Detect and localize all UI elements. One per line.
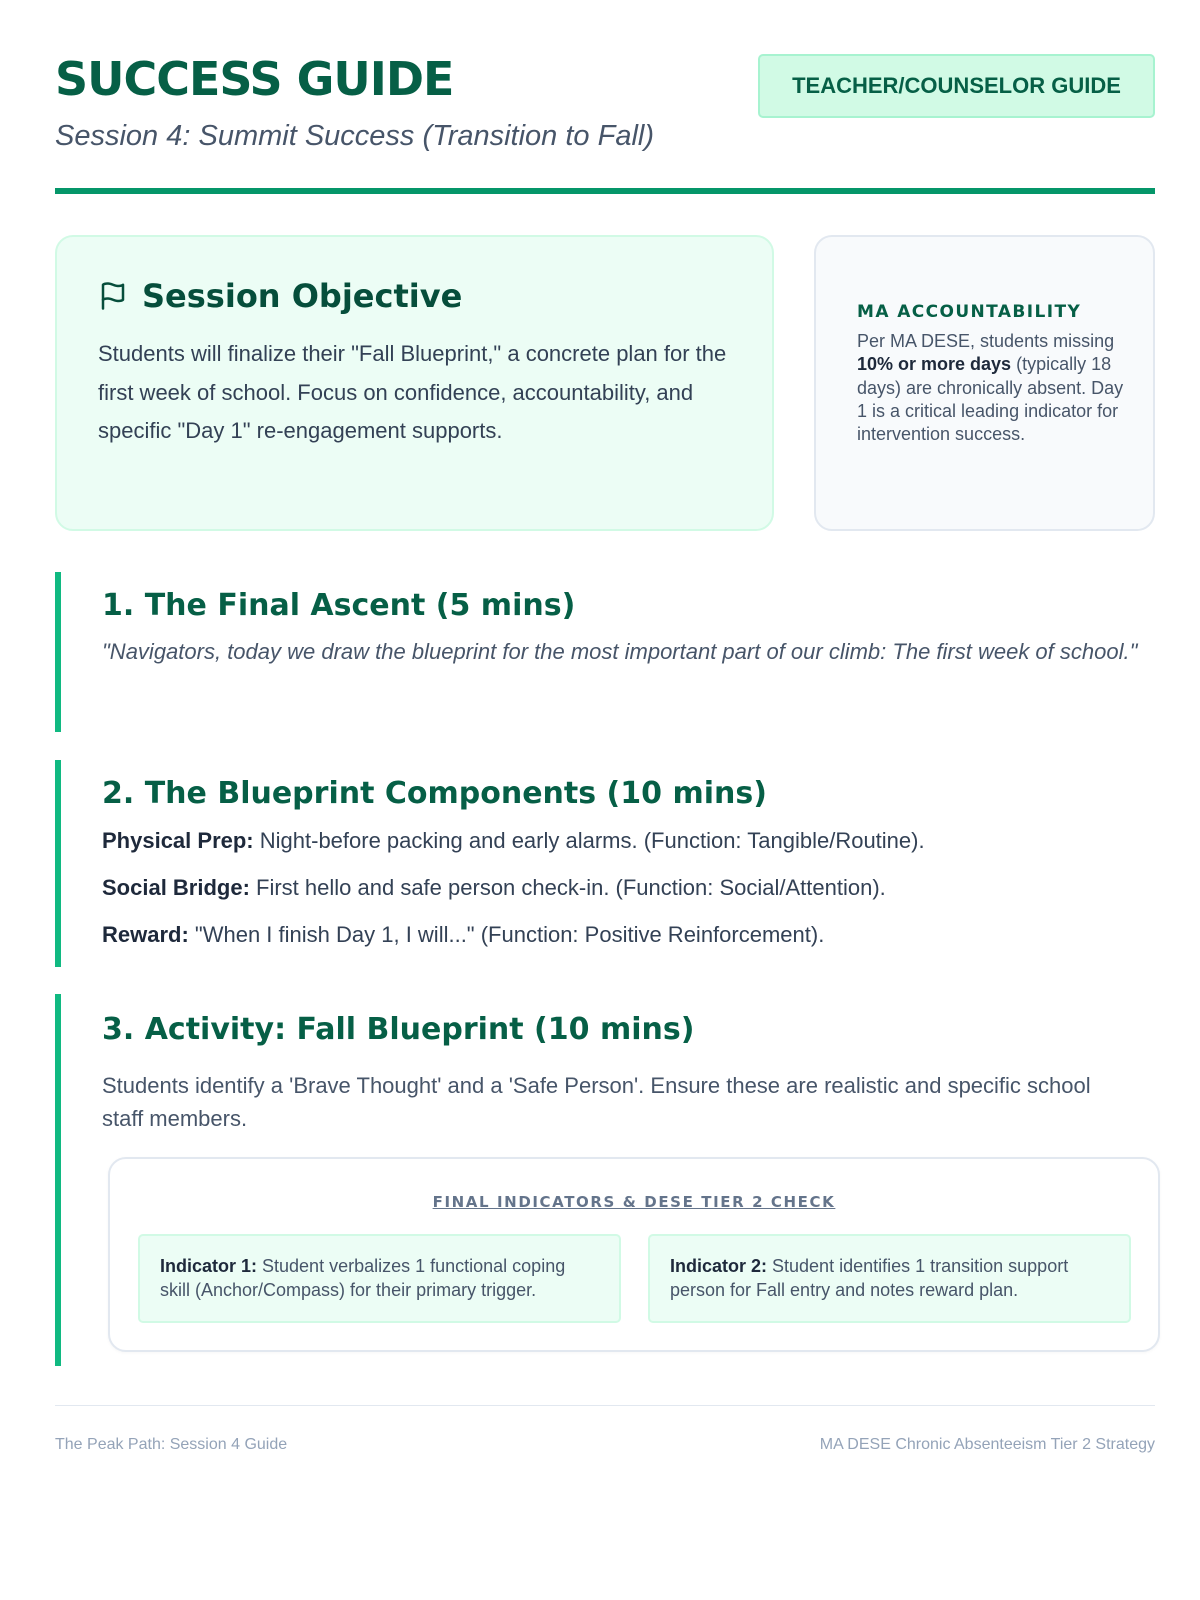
guide-page <box>55 0 1155 1600</box>
session-objective-card <box>55 235 774 531</box>
activity-text: Students identify a 'Brave Thought' and a 'Safe Person'. Ensure these are realistic and specific school staff members. <box>102 1073 1091 1131</box>
ma-accountability-card <box>814 235 1155 531</box>
section-final-ascent <box>55 572 1155 732</box>
indicators-panel <box>108 1157 1160 1352</box>
indicator-1-box <box>138 1234 621 1323</box>
footer-divider <box>55 1405 1155 1406</box>
indicator-text: Student verbalizes 1 functional coping skill (Anchor/Compass) for their primary trigger. <box>160 1256 566 1300</box>
component-label: Social Bridge: <box>102 875 250 900</box>
audience-badge: TEACHER/COUNSELOR GUIDE <box>758 54 1155 118</box>
page-subtitle: Session 4: Summit Success (Transition to Fall) <box>55 120 654 152</box>
section-title: 3. Activity: Fall Blueprint (10 mins) <box>102 1012 695 1047</box>
accountability-text-lead: Per MA DESE, students missing <box>857 331 1115 351</box>
component-reward <box>102 917 1155 952</box>
objective-title: Session Objective <box>142 277 463 315</box>
accountability-text <box>857 330 1129 446</box>
component-label: Physical Prep: <box>102 828 254 853</box>
header-divider <box>55 188 1155 194</box>
accountability-title: MA ACCOUNTABILITY <box>857 302 1082 322</box>
component-text: First hello and safe person check-in. (Function: Social/Attention). <box>249 875 886 900</box>
flag-icon <box>98 280 128 312</box>
objective-header <box>98 277 732 315</box>
footer-right-text: MA DESE Chronic Absenteeism Tier 2 Strategy <box>819 1436 1155 1453</box>
indicator-label: Indicator 1: <box>160 1256 258 1276</box>
component-text: Night-before packing and early alarms. (Function: Tangible/Routine). <box>253 828 925 853</box>
section-title: 1. The Final Ascent (5 mins) <box>102 588 576 623</box>
footer-left-text: The Peak Path: Session 4 Guide <box>55 1436 288 1453</box>
indicators-heading: FINAL INDICATORS & DESE TIER 2 CHECK <box>432 1193 836 1211</box>
page-title: SUCCESS GUIDE <box>55 52 454 106</box>
accountability-text-emphasis: 10% or more days <box>857 354 1012 375</box>
objective-text: Students will finalize their "Fall Blueprint," a concrete plan for the first week of school. Focus on confidence, accountability, and specific "Day 1" re-engagement supports. <box>98 341 727 443</box>
accountability-text-rest: (typically 18 days) are chronically absent. Day 1 is a critical leading indicator for intervention success. <box>857 354 1124 445</box>
indicator-label: Indicator 2: <box>670 1256 768 1276</box>
section-blueprint-components <box>55 760 1155 967</box>
indicator-text: Student identifies 1 transition support person for Fall entry and notes reward plan. <box>670 1256 1069 1300</box>
indicator-2-box <box>648 1234 1131 1323</box>
section-title: 2. The Blueprint Components (10 mins) <box>102 776 767 811</box>
component-social-bridge <box>102 870 1155 905</box>
component-label: Reward: <box>102 922 189 947</box>
component-text: "When I finish Day 1, I will..." (Function: Positive Reinforcement). <box>188 922 825 947</box>
navigator-quote: "Navigators, today we draw the blueprint for the most important part of our climb: The first week of school." <box>102 639 1138 664</box>
component-physical-prep <box>102 823 1155 858</box>
section-fall-blueprint-activity <box>55 994 1155 1366</box>
